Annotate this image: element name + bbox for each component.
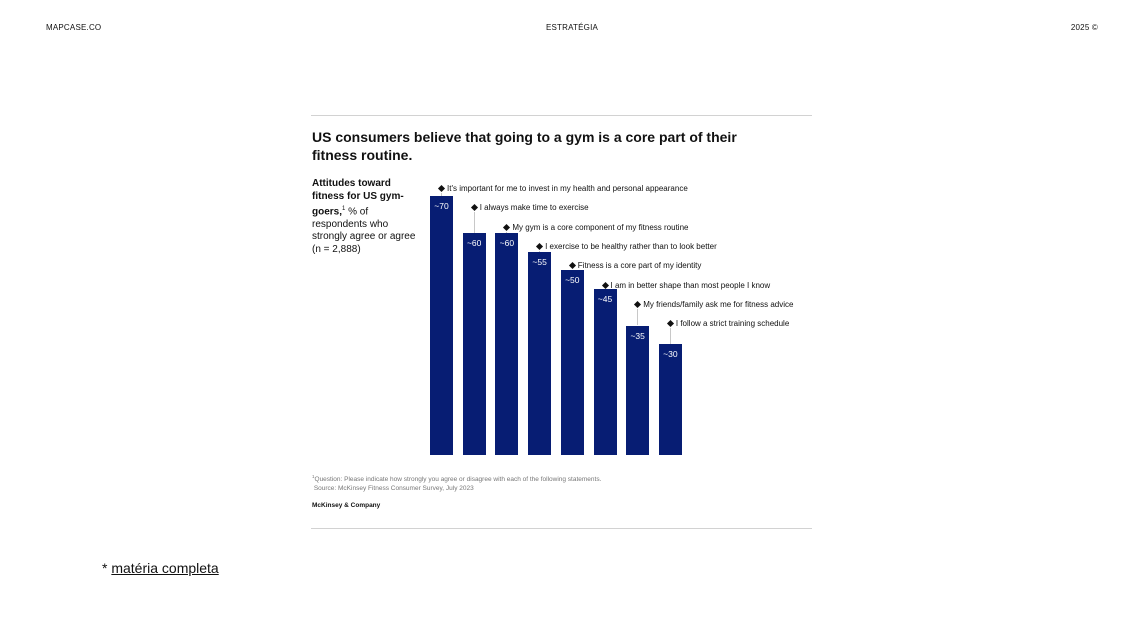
footnote-marker: 1 bbox=[312, 474, 315, 479]
chart-footnote bbox=[312, 473, 601, 493]
leader-line bbox=[539, 251, 540, 252]
chart-card bbox=[311, 115, 812, 529]
bar bbox=[659, 344, 682, 455]
footnote-question: Question: Please indicate how strongly you agree or disagree with each of the following statements. bbox=[314, 476, 602, 484]
chart-title: US consumers believe that going to a gym is a core part of their fitness routine. bbox=[312, 129, 737, 163]
publisher-name: McKinsey & Company bbox=[312, 502, 381, 509]
bar bbox=[430, 196, 453, 455]
bar-value-label: ~55 bbox=[532, 256, 547, 267]
subtitle-bold: Attitudes toward fitness for US gym-goers, bbox=[312, 178, 404, 218]
leader-line bbox=[474, 212, 475, 233]
category-label: I follow a strict training schedule bbox=[675, 319, 790, 329]
top-divider bbox=[311, 115, 812, 116]
bar bbox=[463, 233, 486, 455]
category-label: My friends/family ask me for fitness advice bbox=[643, 299, 794, 309]
leader-line bbox=[441, 193, 442, 196]
bar bbox=[495, 233, 518, 455]
bar-value-label: ~50 bbox=[565, 275, 580, 285]
full-article-line bbox=[102, 560, 219, 576]
diamond-marker-icon bbox=[536, 243, 543, 250]
diamond-marker-icon bbox=[471, 204, 478, 211]
category-label: Fitness is a core part of my identity bbox=[577, 261, 702, 271]
category-label: I exercise to be healthy rather than to look better bbox=[545, 241, 717, 251]
section-title: ESTRATÉGIA bbox=[545, 23, 599, 32]
bar bbox=[594, 289, 617, 456]
bar-value-label: ~30 bbox=[663, 349, 678, 359]
bar bbox=[528, 252, 551, 456]
brand-name[interactable]: MAPCASE.CO bbox=[46, 23, 102, 32]
diamond-marker-icon bbox=[601, 281, 608, 288]
bar-value-label: ~60 bbox=[499, 238, 515, 248]
bar bbox=[626, 326, 649, 456]
category-label: I always make time to exercise bbox=[479, 203, 589, 213]
category-label: I am in better shape than most people I know bbox=[610, 280, 771, 290]
leader-line bbox=[670, 328, 671, 344]
bar bbox=[561, 270, 584, 455]
chart-subtitle bbox=[312, 178, 424, 256]
diamond-marker-icon bbox=[667, 320, 674, 327]
leader-line bbox=[506, 232, 507, 233]
asterisk: * bbox=[102, 560, 112, 576]
bar-value-label: ~45 bbox=[597, 293, 613, 304]
category-label: It's important for me to invest in my health and personal appearance bbox=[447, 184, 688, 193]
diamond-marker-icon bbox=[569, 262, 576, 269]
bar-value-label: ~60 bbox=[466, 238, 482, 248]
subtitle-rest: % of respondents who strongly agree or agree (n = 2,888) bbox=[312, 206, 416, 255]
category-label: My gym is a core component of my fitness routine bbox=[512, 222, 689, 232]
diamond-marker-icon bbox=[634, 301, 641, 308]
bar-value-label: ~70 bbox=[434, 201, 449, 211]
full-article-link[interactable]: matéria completa bbox=[111, 560, 219, 576]
footnote-source: Source: McKinsey Fitness Consumer Survey, July 2023 bbox=[313, 484, 474, 492]
subtitle-footnote-marker: 1 bbox=[342, 206, 346, 212]
copyright-year: 2025 © bbox=[1070, 23, 1098, 32]
leader-line bbox=[637, 309, 638, 326]
bottom-divider bbox=[311, 528, 812, 529]
diamond-marker-icon bbox=[503, 224, 510, 231]
top-bar bbox=[0, 0, 1144, 56]
diamond-marker-icon bbox=[438, 185, 445, 192]
bar-value-label: ~35 bbox=[630, 330, 645, 341]
